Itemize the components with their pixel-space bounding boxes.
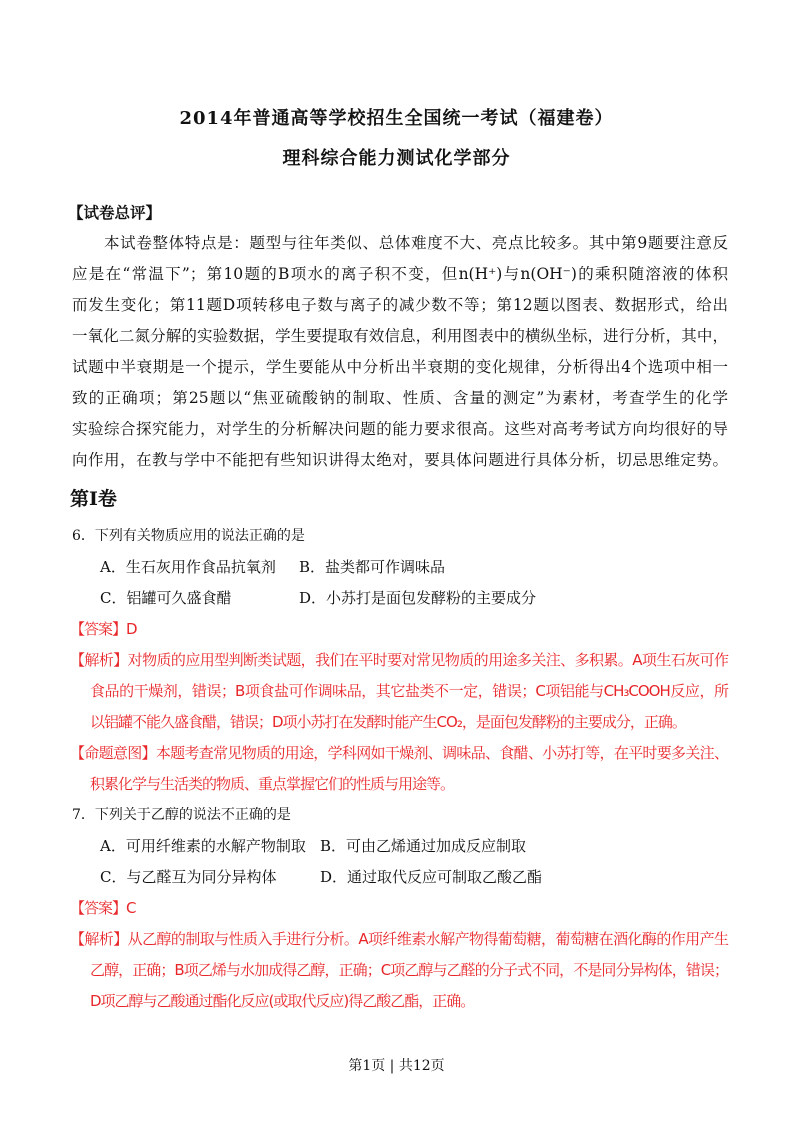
review-line: 本试卷整体特点是：题型与往年类似、总体难度不大、亮点比较多。其中第9题要注意反 — [104, 234, 728, 252]
document-title: 2014年普通高等学校招生全国统一考试（福建卷） — [179, 108, 614, 129]
q6-option-d: D．小苏打是面包发酵粉的主要成分 — [299, 589, 537, 607]
review-line: 向作用，在教与学中不能把有些知识讲得太绝对，要具体问题进行具体分析，切忌思维定势。 — [72, 451, 728, 469]
q7-option-a: A．可用纤维素的水解产物制取 — [100, 837, 306, 855]
q6-analysis-line: 食品的干燥剂，错误；B项食盐可作调味品，其它盐类不一定，错误；C项铝能与CH₃COOH反应，所 — [90, 682, 728, 700]
q7-options-row — [72, 862, 728, 893]
question-7-stem: 7．下列关于乙醇的说法不正确的是 — [72, 807, 291, 823]
page-footer: 第1页 | 共12页 — [348, 1058, 445, 1074]
review-line: 应是在“常温下”；第10题的B项水的离子积不变，但n(H⁺)与n(OH⁻)的乘积随溶液的体积 — [72, 265, 728, 283]
q6-intent-line: 积累化学与生活类的物质、重点掌握它们的性质与用途等。 — [90, 775, 455, 793]
q6-option-c: C．铝罐可久盛食醋 — [100, 589, 232, 607]
q6-intent-line: 【命题意图】本题考查常见物质的用途，学科网如干燥剂、调味品、食醋、小苏打等，在平时要多关注、 — [70, 744, 728, 762]
q7-answer: 【答案】C — [70, 899, 136, 917]
review-heading: 【试卷总评】 — [68, 203, 162, 222]
q6-options-row — [72, 583, 728, 614]
section-heading: 第I卷 — [70, 488, 117, 510]
q7-option-c: C．与乙醛互为同分异构体 — [100, 868, 277, 886]
review-line: 而发生变化；第11题D项转移电子数与离子的减少数不等；第12题以图表、数据形式，给出 — [72, 296, 728, 314]
question-6-stem: 6．下列有关物质应用的说法正确的是 — [72, 528, 305, 544]
q7-option-b: B．可由乙烯通过加成反应制取 — [320, 837, 527, 855]
q7-analysis-line: D项乙醇与乙酸通过酯化反应(或取代反应)得乙酸乙酯，正确。 — [90, 992, 475, 1010]
review-line: 实验综合探究能力，对学生的分析解决问题的能力要求很高。这些对高考考试方向均很好的导 — [72, 420, 728, 438]
review-line: 试题中半衰期是一个提示，学生要能从中分析出半衰期的变化规律，分析得出4个选项中相一 — [72, 358, 728, 376]
q6-answer: 【答案】D — [70, 620, 137, 638]
q7-options-row — [72, 831, 728, 862]
q7-option-d: D．通过取代反应可制取乙酸乙酯 — [320, 868, 543, 886]
review-line: 致的正确项；第25题以“焦亚硫酸钠的制取、性质、含量的测定”为素材，考查学生的化学 — [72, 389, 728, 407]
document-subtitle: 理科综合能力测试化学部分 — [282, 148, 511, 169]
q6-option-b: B．盐类都可作调味品 — [299, 558, 446, 576]
review-line: 一氧化二氮分解的实验数据，学生要提取有效信息，利用图表中的横纵坐标，进行分析，其中， — [72, 327, 728, 345]
q6-analysis-line: 以铝罐不能久盛食醋，错误；D项小苏打在发酵时能产生CO₂，是面包发酵粉的主要成分，正确。 — [90, 713, 686, 731]
q7-analysis-line: 【解析】从乙醇的制取与性质入手进行分析。A项纤维素水解产物得葡萄糖，葡萄糖在酒化酶的作用产生 — [70, 930, 728, 948]
q6-option-a: A．生石灰用作食品抗氧剂 — [100, 558, 276, 576]
q7-analysis-line: 乙醇，正确；B项乙烯与水加成得乙醇，正确；C项乙醇与乙醛的分子式不同，不是同分异构体，错误； — [90, 961, 728, 979]
q6-options-row — [72, 552, 728, 583]
q6-analysis-line: 【解析】对物质的应用型判断类试题，我们在平时要对常见物质的用途多关注、多积累。A项生石灰可作 — [70, 651, 728, 669]
